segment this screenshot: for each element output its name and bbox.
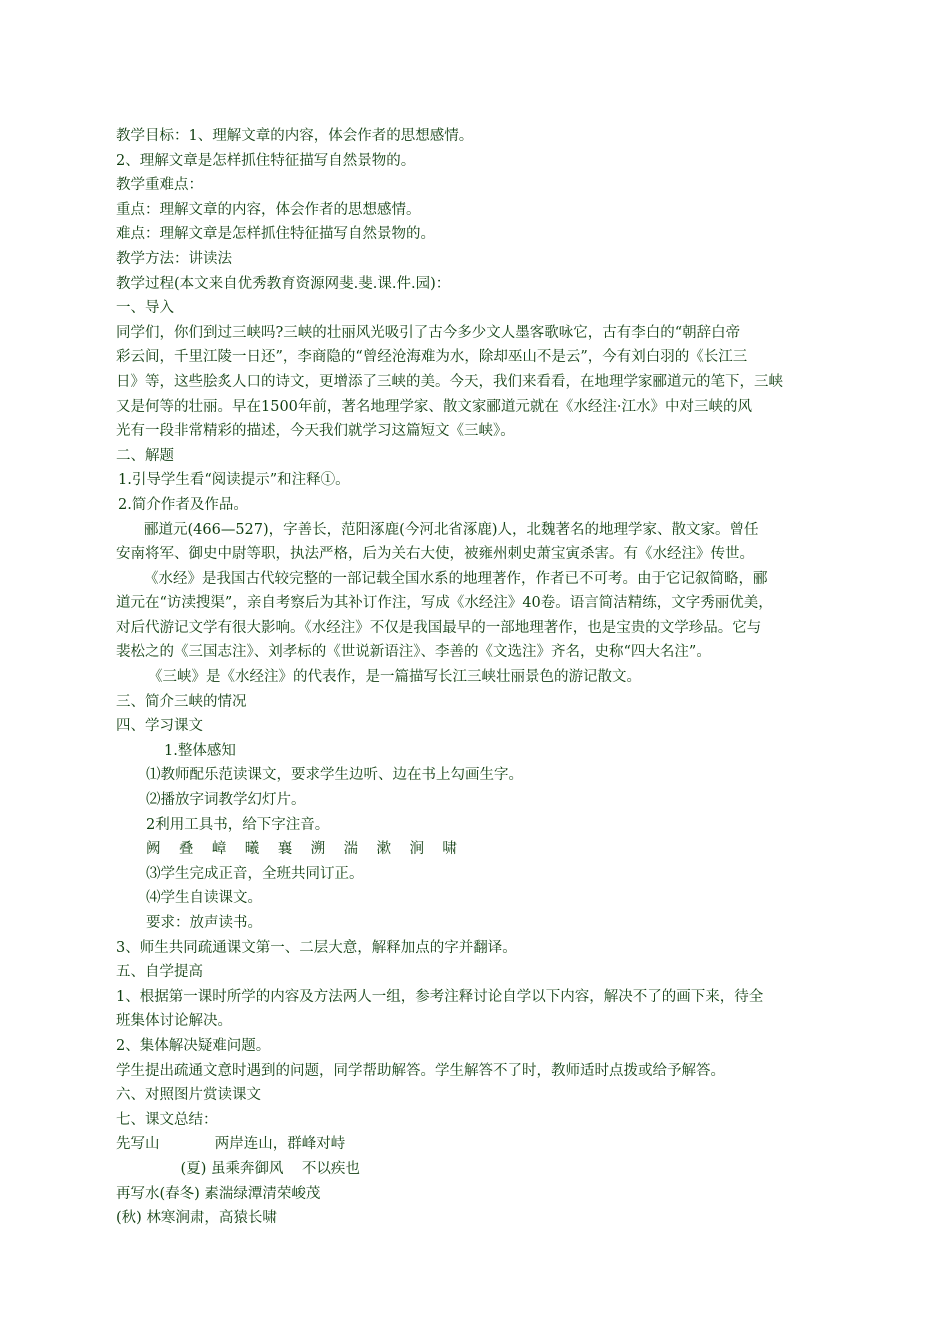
text-line: 六、对照图片赏读课文 (116, 1087, 261, 1104)
text-line: 教学重难点： (116, 177, 203, 194)
text-line: 日》等，这些脍炙人口的诗文，更增添了三峡的美。今天，我们来看看，在地理学家郦道元的笔下，三峡 (116, 373, 783, 390)
text-line: 五、自学提高 (116, 964, 203, 981)
text-line: 1.引导学生看“阅读提示”和注释①。 (118, 472, 350, 489)
text-line: 光有一段非常精彩的描述，今天我们就学习这篇短文《三峡》。 (116, 423, 515, 440)
text-line: 彩云间，千里江陵一日还”，李商隐的“曾经沧海难为水，除却巫山不是云”，今有刘白羽的《长江三 (116, 349, 748, 366)
text-line: 2.简介作者及作品。 (118, 496, 248, 513)
text-line: 《水经》是我国古代较完整的一部记载全国水系的地理著作，作者已不可考。由于它记叙简略，郦 (144, 570, 768, 587)
text-line: 二、解题 (116, 447, 174, 464)
text-line: 道元在“访渎搜渠”，亲自考察后为其补订作注，写成《水经注》40卷。语言简洁精练，文字秀丽优美， (116, 595, 773, 612)
text-line: 教学方法：讲读法 (116, 250, 232, 267)
text-line: 裴松之的《三国志注》、刘孝标的《世说新语注》、李善的《文选注》齐名，史称“四大名注”。 (116, 644, 711, 661)
text-line: 班集体讨论解决。 (116, 1013, 232, 1030)
text-line: 1、根据第一课时所学的内容及方法两人一组，参考注释讨论自学以下内容，解决不了的画下来，待全 (116, 988, 764, 1005)
text-line: 四、学习课文 (116, 718, 203, 735)
text-line: 重点：理解文章的内容，体会作者的思想感情。 (116, 201, 421, 218)
text-line: ⑵播放字词教学幻灯片。 (146, 792, 306, 809)
text-line: (夏) 虽乘奔御风 不以疾也 (116, 1160, 360, 1177)
text-line: ⑶学生完成正音，全班共同订正。 (146, 865, 364, 882)
text-line: 安南将军、御史中尉等职，执法严格，后为关右大使，被雍州刺史萧宝寅杀害。有《水经注》传世。 (116, 546, 754, 563)
text-line: 七、课文总结： (116, 1111, 218, 1128)
text-line: 2利用工具书，给下字注音。 (146, 816, 330, 833)
text-line: 三、简介三峡的情况 (116, 693, 247, 710)
text-line: 对后代游记文学有很大影响。《水经注》不仅是我国最早的一部地理著作，也是宝贵的文学珍品。它与 (116, 619, 762, 636)
text-line: 先写山 两岸连山，群峰对峙 (116, 1136, 346, 1153)
text-line: 要求：放声读书。 (146, 915, 262, 931)
text-line: (秋) 林寒涧肃，高猿长啸 (116, 1210, 277, 1227)
text-line: 一、导入 (116, 300, 174, 317)
text-line: 难点：理解文章是怎样抓住特征描写自然景物的。 (116, 226, 435, 243)
text-line: 阙 叠 嶂 曦 襄 溯 湍 漱 涧 啸 (146, 841, 457, 858)
text-line: 学生提出疏通文意时遇到的问题，同学帮助解答。学生解答不了时，教师适时点拨或给予解答。 (116, 1062, 725, 1079)
text-line: 郦道元(466—527)，字善长，范阳涿鹿(今河北省涿鹿)人，北魏著名的地理学家、散文家。曾任 (144, 521, 759, 538)
text-line: 再写水(春冬) 素湍绿潭清荣峻茂 (116, 1185, 321, 1202)
text-line: 1.整体感知 (164, 742, 236, 759)
text-line: 教学过程(本文来自优秀教育资源网斐.斐.课.件.园)： (116, 275, 451, 292)
text-line: 3、师生共同疏通课文第一、二层大意，解释加点的字并翻译。 (116, 939, 517, 956)
lesson-plan-text (116, 124, 846, 1231)
text-line: ⑷学生自读课文。 (146, 890, 262, 907)
text-line: 2、理解文章是怎样抓住特征描写自然景物的。 (116, 152, 416, 169)
text-line: 教学目标：1、理解文章的内容，体会作者的思想感情。 (116, 128, 474, 144)
text-line: 同学们，你们到过三峡吗?三峡的壮丽风光吸引了古今多少文人墨客歌咏它，古有李白的“朝辞白帝 (116, 324, 741, 341)
text-line: ⑴教师配乐范读课文，要求学生边听、边在书上勾画生字。 (146, 767, 523, 784)
text-line: 2、集体解决疑难问题。 (116, 1037, 271, 1054)
text-line: 《三峡》是《水经注》的代表作，是一篇描写长江三峡壮丽景色的游记散文。 (148, 669, 641, 686)
text-line: 又是何等的壮丽。早在1500年前，著名地理学家、散文家郦道元就在《水经注·江水》中对三峡的风 (116, 398, 753, 415)
